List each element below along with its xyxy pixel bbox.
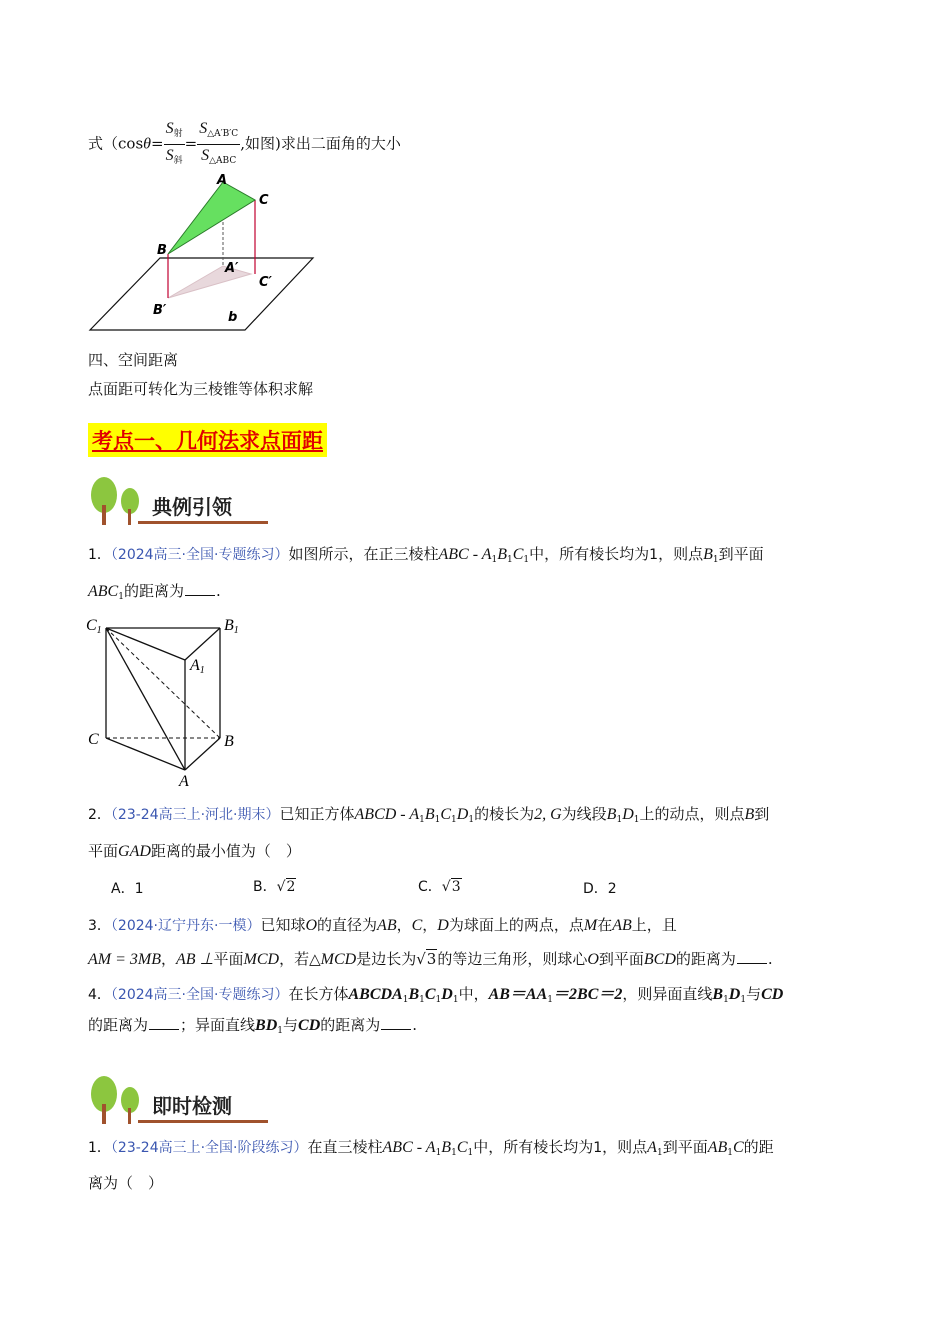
q4-eq2: ＝2BC＝2 [553,986,623,1003]
q3-source: （2024·辽宁丹东·一模） [110,918,261,934]
label-c1: C1 [86,617,102,636]
q1-text-2: 中，所有棱长均为 [529,545,650,563]
section-text: 点面距可转化为三棱锥等体积求解 [88,380,314,398]
q2-option-b[interactable] [253,876,296,896]
q3-answer-blank[interactable] [737,949,767,964]
q4-text-2: 中， [458,985,489,1003]
label-b: B [157,243,167,258]
q5-source: （23-24高三上·全国·阶段练习） [110,1140,308,1156]
q4-source: （2024高三·全国·专题练习） [110,987,289,1003]
q3-text-10: ，若△ [279,950,321,968]
fraction-area [197,118,240,171]
q2-option-c[interactable] [418,876,462,896]
q2-segment: B [606,806,617,823]
shadow-triangle [168,266,251,298]
q3-text-6: 在 [597,916,613,934]
label-b-prime: B′ [153,303,167,318]
q2-text-6: 平面 [88,842,119,860]
q2-option-b-value: √2 [276,879,296,895]
label-b1: B1 [224,617,239,636]
q5-text-1: 在直三棱柱 [307,1138,383,1156]
q4-cd: CD [761,986,784,1003]
question-3-line2 [88,948,773,971]
q2-option-b-label: B． [253,879,277,895]
q3-equation: AM = 3MB [88,951,161,968]
q3-perp: AB ⊥ [176,951,214,968]
q4-line2: BD [255,1017,278,1034]
banner-examples-label: 典例引领 [152,495,232,519]
q2-point: B [744,806,755,823]
q5-text-5: 的距 [743,1138,774,1156]
label-plane-b: b [228,310,238,325]
label-c: C [259,193,269,208]
q4-number: 4． [88,987,111,1003]
question-4-line1: 4．（2024高三·全国·专题练习）在长方体$ABCDA_1B_1C_1D_1$中，$AB=AA_1=2BC=2$，则异面直线$B_1D_1$与CD [88,985,784,1005]
question-5-line1: 1．（23-24高三上·全国·阶段练习）在直三棱柱ABC - $A_1B_1C_1$中，所有棱长均为1，则点$A_1$到平面$AB_1C$的距 [88,1138,774,1158]
theta-symbol: θ [143,135,152,153]
q2-option-c-value: √3 [441,879,461,895]
q2-option-d[interactable]: D．2 [583,881,617,897]
s-abc-sub: △ABC [209,156,237,166]
s-letter: S [165,120,174,137]
q1-text-1: 如图所示，在正三棱柱 [288,545,439,563]
q2-source: （23-24高三上·河北·期末） [110,807,280,823]
q1-number: 1． [88,547,111,563]
q4-text-6: ；异面直线 [180,1016,256,1034]
label-a-prime: A′ [225,261,239,276]
topic-heading: 考点一、几何法求点面距 [88,423,327,457]
q2-option-c-label: C． [418,879,442,895]
q4-answer-blank-2[interactable] [381,1015,411,1030]
q1-source: （2024高三·全国·专题练习） [110,547,289,563]
fraction-ratio [164,118,185,171]
q3-mcd: MCD [243,951,280,968]
q4-text-7: 与 [283,1016,299,1034]
q1-point: B [703,546,713,563]
q3-text-7: 上，且 [631,916,677,934]
equals-sign-2: = [184,134,198,153]
s-slant-sub: 斜 [173,156,183,166]
q3-o: O [305,917,318,934]
q3-text-11: 是边长为 [356,950,417,968]
tree-icon [88,475,148,527]
q3-text-2: 的直径为 [317,916,378,934]
q5-prism: ABC - A [382,1139,436,1156]
q5-point: A [647,1139,657,1156]
banner-examples [88,475,278,527]
q5-length: 1 [593,1140,603,1156]
q3-number: 3． [88,918,111,934]
tree-icon-2 [88,1074,148,1126]
q4-line1: B [712,986,724,1003]
section-title: 四、空间距离 [88,351,179,369]
formula-line [88,118,401,171]
s-letter-4: S [201,147,210,164]
q3-m: M [583,917,598,934]
q1-text-4: 到平面 [718,545,764,563]
q5-text-4: 到平面 [662,1138,708,1156]
q4-text-8: 的距离为 [320,1016,381,1034]
q4-text-1: 在长方体 [288,985,349,1003]
banner-check-label: 即时检测 [152,1094,232,1118]
q5-text-2: 中，所有棱长均为 [473,1138,594,1156]
formula-prefix: 式（ [88,134,119,153]
label-c: C [88,731,99,748]
s-proj-sub: △A′B′C [207,129,239,139]
q2-number: 2． [88,807,111,823]
question-2-line2 [88,840,301,863]
label-a: A [179,773,189,790]
q1-prism: ABC - A [438,546,492,563]
q5-text-3: ，则点 [602,1138,648,1156]
q3-text-4: ， [422,916,438,934]
q2-option-a[interactable]: A．1 [111,881,144,897]
q2-cube: ABCD - A [354,806,420,823]
dihedral-figure [85,170,325,335]
q4-cd-2: CD [298,1017,321,1034]
green-triangle [168,182,255,254]
q1-text-3: ，则点 [658,545,704,563]
banner-check [88,1074,278,1126]
q3-ab: AB [377,917,397,934]
q3-sqrt: √3 [416,950,437,968]
q4-eq: AB＝AA [488,986,548,1003]
q3-text-12: 的等边三角形，则球心 [437,950,588,968]
question-5-line2 [88,1172,163,1194]
q1-text-5: 的距离为 [123,582,184,600]
q3-text-8: ， [161,950,177,968]
q3-d: D [437,917,449,934]
q5-plane: AB [707,1139,728,1156]
q1-length: 1 [649,547,659,563]
q3-text-1: 已知球 [260,916,306,934]
q3-ab-2: AB [612,917,632,934]
q2-plane: GAD [118,843,151,860]
q3-text-3: ， [396,916,412,934]
question-3-line1 [88,914,677,937]
q3-text-9: 平面 [213,950,244,968]
q3-text-5: 为球面上的两点，点 [448,916,584,934]
q3-text-15: . [767,950,773,968]
q3-text-13: 到平面 [598,950,644,968]
q4-text-4: 与 [746,985,762,1003]
prism-figure [86,610,256,790]
q2-text-3: 为线段 [561,805,607,823]
q2-text-1: 已知正方体 [279,805,355,823]
q2-value: 2, G [534,806,562,823]
q1-answer-blank[interactable] [185,581,215,596]
q4-body: ABCDA [348,986,403,1003]
banner-underline-2 [138,1120,268,1123]
q3-text-14: 的距离为 [675,950,736,968]
q3-o-2: O [587,951,599,968]
q4-text-9: . [412,1016,418,1034]
s-letter-2: S [165,147,174,164]
label-c-prime: C′ [259,275,272,290]
s-shadow-sub: 射 [173,129,183,139]
question-1-line2: $ABC_1$的距离为 . [88,582,221,602]
cos-label: cos [118,134,144,153]
question-4-line2: 的距离为 ；异面直线$BD_1$与CD的距离为 . [88,1016,418,1036]
plane-parallelogram [90,258,313,330]
q2-text-5: 到 [754,805,770,823]
q2-text-4: 上的动点，则点 [639,805,745,823]
q3-triangle: MCD [320,951,357,968]
q2-text-7: 距离的最小值为（ ） [150,842,301,860]
q1-plane: ABC [88,583,119,600]
question-2-line1: 2．（23-24高三上·河北·期末）已知正方体ABCD - $A_1B_1C_1D_1$的棱长为2, G为线段$B_1D_1$上的动点，则点B到 [88,805,770,825]
q5-number: 1． [88,1140,111,1156]
q4-answer-blank-1[interactable] [149,1015,179,1030]
s-letter-3: S [199,120,208,137]
formula-suffix: ,如图)求出二面角的大小 [240,134,401,153]
q2-text-2: 的棱长为 [474,805,535,823]
q3-bcd: BCD [643,951,676,968]
label-a1: A1 [190,657,205,676]
label-a: A [217,173,228,188]
label-b: B [224,733,234,750]
q1-text-6: . [215,582,221,600]
q5-text-6: 离为（ ） [88,1174,164,1192]
q3-c: C [411,917,423,934]
question-1-line1: 1．（2024高三·全国·专题练习）如图所示，在正三棱柱ABC - $A_1B_1C_1$中，所有棱长均为1，则点$B_1$到平面 [88,545,764,565]
q4-text-3: ，则异面直线 [622,985,713,1003]
q4-text-5: 的距离为 [88,1016,149,1034]
banner-underline [138,521,268,524]
equals-sign: = [151,134,164,153]
